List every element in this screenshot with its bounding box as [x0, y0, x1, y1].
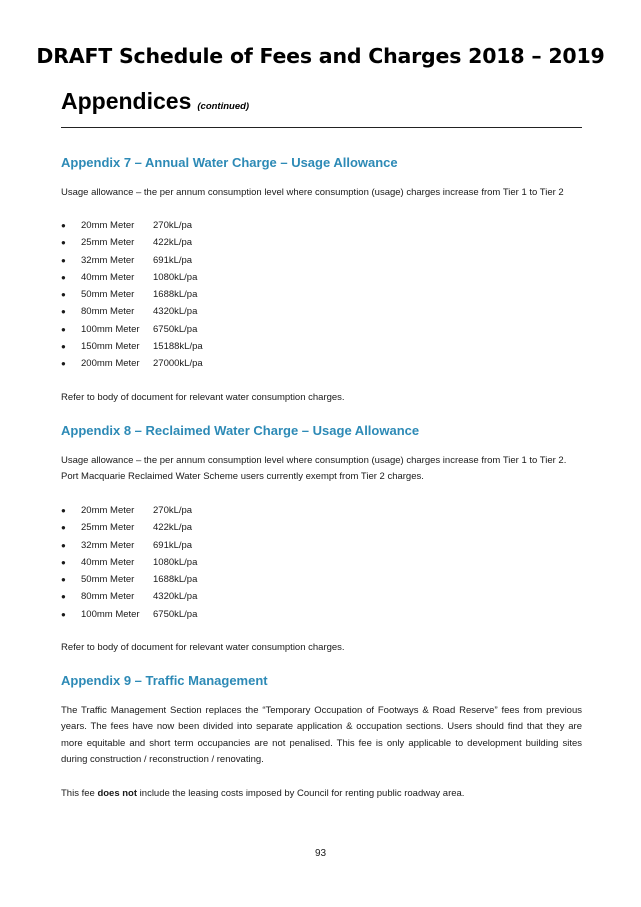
meter-size: 50mm Meter: [81, 289, 135, 301]
meter-size: 20mm Meter: [81, 505, 135, 516]
bullet-icon: ●: [61, 290, 66, 300]
usage-allowance: 1080kL/pa: [153, 271, 198, 283]
meter-size: 25mm Meter: [81, 237, 135, 249]
bullet-icon: ●: [61, 324, 66, 334]
appendices-label: Appendices: [61, 88, 192, 114]
bullet-icon: ●: [61, 307, 66, 317]
usage-allowance: 422kL/pa: [153, 522, 193, 534]
continued-note: (continued): [197, 101, 250, 112]
usage-allowance: 4320kL/pa: [153, 591, 198, 603]
appendix-7-note: Refer to body of document for relevant water consumption charges.: [61, 392, 345, 403]
appendix-7-intro: Usage allowance – the per annum consumption level where consumption (usage) charges increase from Tier 1 to Tier 2: [61, 187, 564, 198]
bullet-icon: ●: [61, 506, 66, 515]
bullet-icon: ●: [61, 272, 66, 282]
usage-allowance: 1080kL/pa: [153, 556, 198, 568]
usage-allowance: 15188kL/pa: [153, 341, 203, 353]
fee-exclusion-note: [61, 786, 464, 802]
meter-size: 40mm Meter: [81, 556, 135, 568]
bullet-icon: ●: [61, 609, 66, 619]
usage-allowance: 270kL/pa: [153, 505, 193, 516]
meter-size: 150mm Meter: [81, 341, 140, 353]
bullet-icon: ●: [61, 592, 66, 602]
document-title: DRAFT Schedule of Fees and Charges 2018 – 2019: [36, 44, 605, 68]
appendix-8-intro-line-2: Port Macquarie Reclaimed Water Scheme users currently exempt from Tier 2 charges.: [61, 471, 424, 482]
bullet-icon: ●: [61, 359, 66, 369]
meter-size: 50mm Meter: [81, 574, 135, 586]
meter-size: 32mm Meter: [81, 539, 135, 551]
meter-size: 200mm Meter: [81, 358, 140, 370]
meter-size: 100mm Meter: [81, 608, 140, 620]
appendix-8-intro-line-1: Usage allowance – the per annum consumption level where consumption (usage) charges increase from Tier 1 to Tier 2.: [61, 455, 567, 466]
header-divider: [61, 127, 582, 128]
usage-allowance: 691kL/pa: [153, 254, 193, 266]
usage-allowance: 6750kL/pa: [153, 323, 198, 335]
bullet-icon: ●: [61, 575, 66, 585]
bullet-icon: ●: [61, 540, 66, 550]
appendix-8-note: Refer to body of document for relevant water consumption charges.: [61, 642, 345, 653]
meter-size: 20mm Meter: [81, 220, 135, 231]
page-number: 93: [314, 848, 327, 859]
usage-allowance: 27000kL/pa: [153, 358, 203, 370]
usage-allowance: 4320kL/pa: [153, 306, 198, 318]
usage-allowance: 691kL/pa: [153, 539, 193, 551]
bullet-icon: ●: [61, 342, 66, 352]
appendix-9-paragraph: The Traffic Management Section replaces the “Temporary Occupation of Footways & Road Reserve” fees from previous years. The fees have now been divided into separate application & occupation sections. Users should find that they are more equitable and short term occupancies are not penalised. This fee is only applicable to development building sites during construction / reconstruction / renovating.: [61, 705, 582, 766]
fee-note-emphasis: does not: [97, 788, 138, 799]
bullet-icon: ●: [61, 523, 66, 533]
bullet-icon: ●: [61, 221, 66, 230]
appendices-heading: [61, 88, 249, 115]
appendix-7-title: Appendix 7 – Annual Water Charge – Usage Allowance: [61, 155, 398, 170]
bullet-icon: ●: [61, 238, 66, 248]
bullet-icon: ●: [61, 255, 66, 265]
appendix-8-title: Appendix 8 – Reclaimed Water Charge – Usage Allowance: [61, 423, 420, 438]
meter-size: 100mm Meter: [81, 323, 140, 335]
usage-allowance: 1688kL/pa: [153, 289, 198, 301]
meter-size: 80mm Meter: [81, 306, 135, 318]
meter-size: 25mm Meter: [81, 522, 135, 534]
meter-size: 32mm Meter: [81, 254, 135, 266]
usage-allowance: 422kL/pa: [153, 237, 193, 249]
appendix-9-title: Appendix 9 – Traffic Management: [61, 673, 268, 688]
fee-note-suffix: include the leasing costs imposed by Council for renting public roadway area.: [139, 788, 465, 799]
meter-size: 80mm Meter: [81, 591, 135, 603]
usage-allowance: 270kL/pa: [153, 220, 193, 231]
bullet-icon: ●: [61, 557, 66, 567]
usage-allowance: 1688kL/pa: [153, 574, 198, 586]
meter-size: 40mm Meter: [81, 271, 135, 283]
usage-allowance: 6750kL/pa: [153, 608, 198, 620]
fee-note-prefix: This fee: [61, 788, 95, 799]
